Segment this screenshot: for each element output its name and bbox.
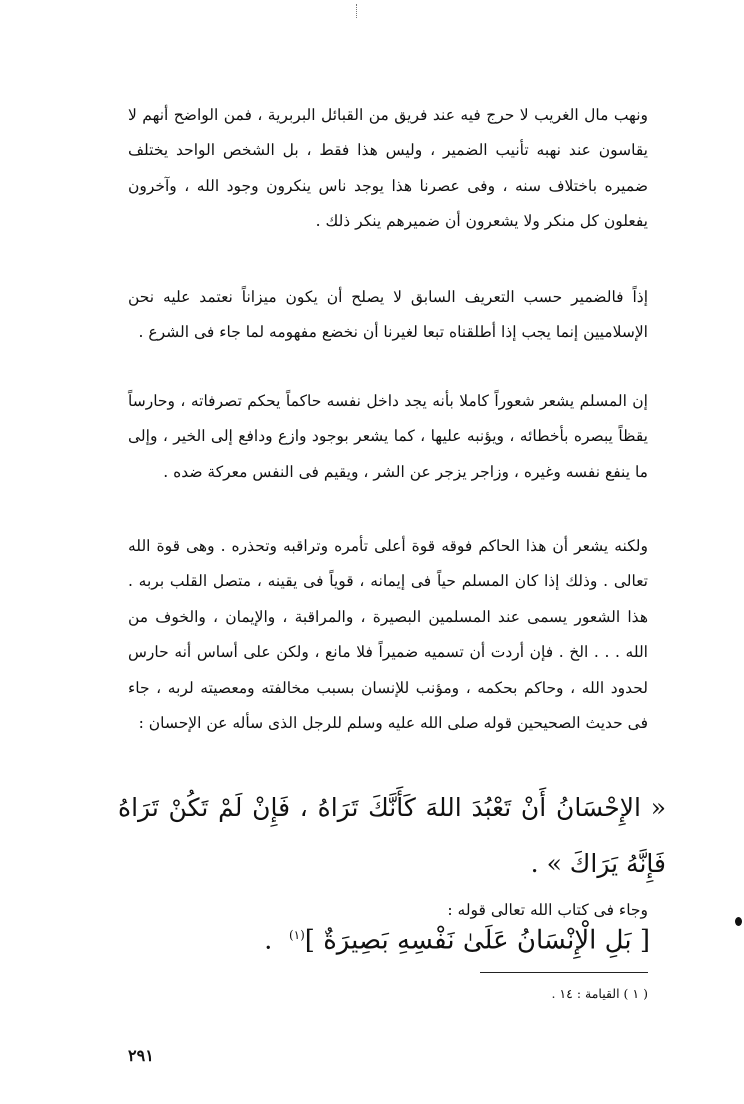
margin-dot bbox=[735, 917, 742, 926]
verse-end-mark: . bbox=[264, 925, 273, 956]
quran-verse: [ بَلِ الْإِنْسَانُ عَلَىٰ نَفْسِهِ بَصِيرَةٌ ] bbox=[304, 925, 650, 956]
crop-mark bbox=[356, 4, 358, 18]
footnote-marker: (١) bbox=[288, 928, 305, 942]
quran-verse-line bbox=[240, 913, 650, 963]
paragraph-conscience-scale: إذاً فالضمير حسب التعريف السابق لا يصلح أن يكون ميزاناً نعتمد عليه نحن الإسلاميين إنما يجب إذا أطلقناه تبعا لغيرنا أن نخضع مفهومه لما جاء فى الشرع . bbox=[128, 287, 648, 341]
paragraph-muslim-feeling: إن المسلم يشعر شعوراً كاملا بأنه يجد داخل نفسه حاكماً يحكم تصرفاته ، وحارساً يقظاً يبصره بأخطائه ، ويؤنبه عليها ، كما يشعر بوجود وازع ودافع إلى الخير ، وإلى ما ينفع نفسه وغيره ، وزاجر يزجر عن الشر ، ويقيم فى النفس معركة ضده . bbox=[128, 391, 648, 481]
paragraph-higher-power: ولكنه يشعر أن هذا الحاكم فوقه قوة أعلى تأمره وتراقبه وتحذره . وهى قوة الله تعالى . وذلك إذا كان المسلم حياً فى إيمانه ، قوياً فى يقينه ، متصل القلب بربه . هذا الشعور يسمى عند المسلمين البصيرة ، والمراقبة ، والإيمان ، والخوف من الله . . . الخ . فإن أردت أن تسميه ضميراً فلا مانع ، ولكن على أساس أنه حارس لحدود الله ، وحاكم بحكمه ، ومؤنب للإنسان بسبب مخالفته ومعصيته لربه ، جاء فى حديث الصحيحين قوله صلى الله عليه وسلم للرجل الذى سأله عن الإحسان : bbox=[128, 536, 648, 732]
page-number: ٢٩١ bbox=[128, 1046, 154, 1065]
footnote: ( ١ ) القيامة : ١٤ . bbox=[551, 986, 648, 1001]
hadith-quote: « الإِحْسَانُ أَنْ تَعْبُدَ اللهَ كَأَنَّكَ تَرَاهُ ، فَإِنْ لَمْ تَكُنْ تَرَاهُ فَإِنَّهُ يَرَاكَ » . bbox=[118, 793, 666, 878]
footnote-divider bbox=[480, 972, 648, 973]
paragraph-plunder: ونهب مال الغريب لا حرج فيه عند فريق من القبائل البربرية ، فمن الواضح أنهم لا يقاسون عند نهبه تأنيب الضمير ، وليس هذا فقط ، بل الشخص الواحد يختلف ضميره باختلاف سنه ، وفى عصرنا هذا يوجد ناس ينكرون وجود الله ، وآخرون يفعلون كل منكر ولا يشعرون أن ضميرهم ينكر ذلك . bbox=[128, 105, 648, 230]
paragraph-quran-intro: وجاء فى كتاب الله تعالى قوله : bbox=[447, 900, 648, 919]
